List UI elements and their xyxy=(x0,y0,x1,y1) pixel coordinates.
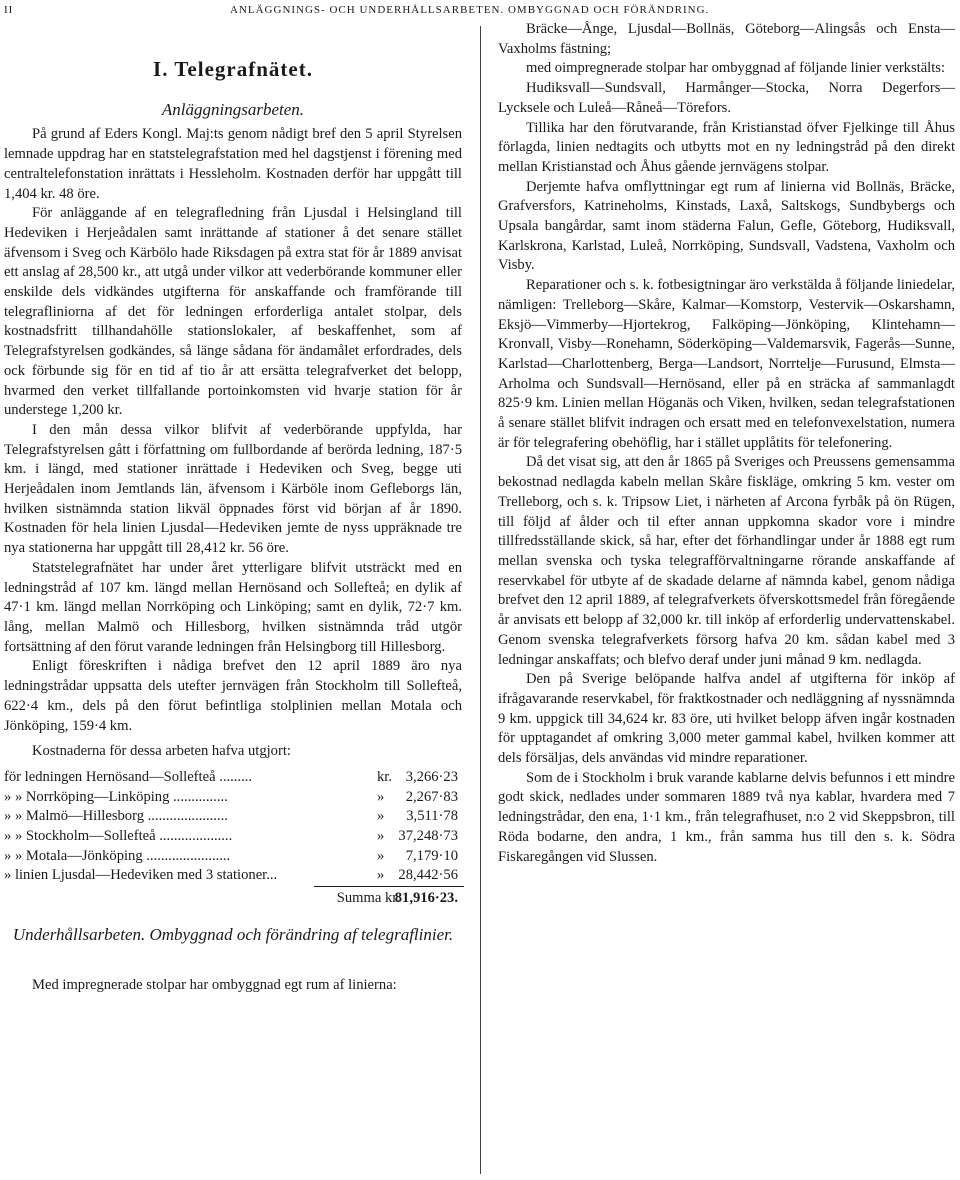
cost-currency: » xyxy=(377,827,385,844)
right-column xyxy=(498,20,955,867)
cost-label: » » Malmö—Hillesborg ...................... xyxy=(4,808,228,825)
paragraph: Med impregnerade stolpar har ombyggnad egt rum af linierna: xyxy=(32,977,397,994)
cost-amount: 37,248·73 xyxy=(398,827,458,844)
paragraph: Kostnaderna för dessa arbeten hafva utgjort: xyxy=(32,743,291,760)
subsection-title: Anläggningsarbeten. xyxy=(161,99,305,119)
cost-currency: » xyxy=(377,808,385,825)
cost-amount: 2,267·83 xyxy=(405,788,458,805)
cost-row xyxy=(4,847,462,867)
paragraph: Enligt föreskriften i nådiga brefvet den 12 april 1889 äro nya ledningstrådar uppsatta dels utefter jernvägen från Stockholm till Sollefteå, 622·4 km., dels på den förut befintliga stolplinien mellan Motala och Jönköping, 159·4 km. xyxy=(4,658,462,734)
page-number: II xyxy=(4,4,14,16)
left-column xyxy=(4,20,462,996)
cost-currency: kr. xyxy=(377,768,392,785)
paragraph: med oimpregnerade stolpar har ombyggnad af följande linier verkstälts: xyxy=(526,60,946,77)
paragraph: På grund af Eders Kongl. Maj:ts genom nådigt bref den 5 april Styrelsen lemnade uppdrag har en statstelegrafstation med hel dagstjenst i förening med centraltelefonstation inrättats i Hessleholm. Kostnaden derför har uppgått till 1,404 kr. 48 öre. xyxy=(4,126,462,202)
cost-currency: » xyxy=(377,788,385,805)
cost-label: » » Norrköping—Linköping ............... xyxy=(4,788,228,805)
paragraph: I den mån dessa vilkor blifvit af vederbörande uppfylda, har Telegrafstyrelsen gått i författning om fullbordande af berörda ledning, 187·5 km. i längd, med stationer inrättade i Hedeviken och Sveg, begge uti Herjeådalen inom Jemtlands län, äfvensom i Kärböle inom Gefleborgs län, hvilken sistnämnda station likväl öppnades först vid början af år 1890. Kostnaden för hela linien Ljusdal—Hedeviken jemte de nyss uppräknade tre nya stationerna har uppgått till 28,412 kr. 56 öre. xyxy=(4,421,462,557)
cost-sum-row xyxy=(4,886,462,910)
cost-row xyxy=(4,866,462,886)
section-title-2: Underhållsarbeten. Ombyggnad och förändring af telegraflinier. xyxy=(12,925,454,945)
cost-row xyxy=(4,788,462,808)
cost-amount: 3,266·23 xyxy=(405,768,458,785)
paragraph: Bräcke—Ånge, Ljusdal—Bollnäs, Göteborg—Alingsås och Ensta—Vaxholms fästning; xyxy=(498,21,955,57)
paragraph: Derjemte hafva omflyttningar egt rum af linierna vid Bollnäs, Bräcke, Grafversfors, Katrineholms, Kinstads, Laxå, Saltskogs, Sundbybergs och Upsala bangårdar, samt inom städerna Falun, Gefle, Göteborg, Hudiksvall, Karlskrona, Karlstad, Luleå, Norrköping, Sundsvall, Vadstena, Vaxholm och Visby. xyxy=(498,178,955,274)
cost-row xyxy=(4,827,462,847)
paragraph: Statstelegrafnätet har under året ytterligare blifvit utsträckt med en ledningstråd af 107 km. längd mellan Hernösand och Sollefteå; en dylik af 47·1 km. längd mellan Norrköping och Linköping; samt en dylik, 72·7 km. lång, mellan Malmö och Hillesborg, hvilken sistnämnda tråd utgör fortsättning af den förut varande ledningen från Helsingborg till Hillesborg. xyxy=(4,559,462,655)
running-header xyxy=(0,0,960,22)
cost-label: för ledningen Hernösand—Sollefteå ......... xyxy=(4,768,253,785)
cost-table xyxy=(4,768,462,910)
cost-row xyxy=(4,768,462,788)
paragraph: Den på Sverige belöpande halfva andel af utgifterna för inköp af ifrågavarande reservkabel, för fraktkostnader och nedläggning af nyssnämnda 9 km. uppgick till 34,624 kr. 83 öre, uti hvilket belopp äfven ingår kostnaden för upptagandet af omkring 3,000 meter gammal kabel, hvilken kommer att dels försäljas, dels användas vid mindre reparationer. xyxy=(498,671,955,767)
paragraph: Hudiksvall—Sundsvall, Harmånger—Stocka, Norra Degerfors—Lycksele och Luleå—Råneå—Törefors. xyxy=(498,80,955,116)
cost-row xyxy=(4,807,462,827)
paragraph: Som de i Stockholm i bruk varande kablarne delvis befunnos i ett mindre godt skick, nedlades under sommaren 1889 två nya kablar, hvardera med 7 ledningstrådar, den ena, 1·1 km., från telegrafhuset, n:o 2 vid Skeppsbron, till Röda bodarne, den andra, 1 km., från samma hus till den s. k. Södra Fiskaregången vid Slussen. xyxy=(498,769,955,865)
column-divider xyxy=(480,26,481,1174)
cost-currency: » xyxy=(377,867,385,884)
running-title: ANLÄGGNINGS- OCH UNDERHÅLLSARBETEN. OMBYGGNAD OCH FÖRÄNDRING. xyxy=(230,4,710,16)
cost-currency: » xyxy=(377,847,385,864)
paragraph: För anläggande af en telegrafledning från Ljusdal i Helsingland till Hedeviken i Herjeådalen samt inrättande af stationer å det senare stället äfvensom i Sveg och Kärbölo hade Riksdagen på extra stat för år 1889 anvisat ett anslag af 28,500 kr., att utgå under vilkor att vederbörande kommuner eller enskilde dels vidkändes utgifterna för anskaffande och framförande till telegrafliniorna af det för ledningen erforderliga antalet stolpar, dels kostnadsfritt tillhandahölle stationslokaler, af beskaffenhet, som af Telegrafstyrelsen godkändes, så länge sådana för ändamålet erfordrades, dels ock förbunde sig för en tid af tio år att ersätta telegrafverket det belopp, hvarmed den verket tillfallande portoinkomsten vid hvarje station för år understege 1,200 kr. xyxy=(4,205,462,419)
cost-amount: 28,442·56 xyxy=(398,867,458,884)
cost-amount: 3,511·78 xyxy=(406,808,458,825)
sum-rule xyxy=(314,886,464,887)
sum-label: Summa kr. xyxy=(336,890,400,907)
cost-label: » » Motala—Jönköping ....................... xyxy=(4,847,231,864)
section-title: I. Telegrafnätet. xyxy=(153,57,313,81)
paragraph: Reparationer och s. k. fotbesigtningar äro verkstälda å följande liniedelar, nämligen: Trelleborg—Skåre, Kalmar—Komstorp, Vestervik—Oskarshamn, Eksjö—Vimmerby—Hjortekrog, Falköping—Jönköping, Klintehamn—Kronvall, Visby—Ronehamn, Söderköping—Valdemarsvik, Fagerås—Sunne, Karlstad—Charlottenberg, Berga—Landsort, Norrtelje—Furusund, Elmsta—Arholma och Sundsvall—Hernösand, eller på en sträcka af sammanlagdt 825·9 km. Linien mellan Höganäs och Viken, hvilken, sedan telegrafstationen å senare stället blifvit indragen och ersatt med en telefonvexelstation, numera är för telegrafering obehöflig, har i stället upplåtits för telefonering. xyxy=(498,277,955,451)
sum-amount: 81,916·23. xyxy=(394,890,458,907)
cost-label: » linien Ljusdal—Hedeviken med 3 stationer... xyxy=(4,867,278,884)
cost-amount: 7,179·10 xyxy=(405,847,458,864)
paragraph: Då det visat sig, att den år 1865 på Sveriges och Preussens gemensamma bekostnad nedlagda kabeln mellan Skåre fiskläge, omkring 5 km. vester om Trelleborg, och s. k. Tripsow Liet, i närheten af Arcona fyrbåk på ön Rügen, till följd af ålder och til efter annan uppkomna skador vore i mindre tillfredsställande skick, så har, efter det förhandlingar under år 1888 egt rum mellan svenska och tyska telegrafförvaltningarne rörande anskaffande af reservkabel för utbyte af de skadade delarne af nämnda kabel, genom nådiga brefvet den 12 april 1889, af telegrafverkets öfverskottsmedel från föregående år anvisats ett belopp af 32,000 kr. till inköp af erforderlig undervattenskabel. Genom svenska telegrafverkets försorg hafva 20 km. sådan kabel med 3 ledningar anskaffats; och blefvo deraf under juni månad 9 km. nedlagda. xyxy=(498,454,955,668)
cost-label: » » Stockholm—Sollefteå .................... xyxy=(4,827,233,844)
paragraph: Tillika har den förutvarande, från Kristianstad öfver Fjelkinge till Åhus förlagda, linien nedtagits och utbytts mot en ny ledningstråd på den direkt mellan Kristianstad och Åhus gående jernvägens stolpar. xyxy=(498,119,955,175)
